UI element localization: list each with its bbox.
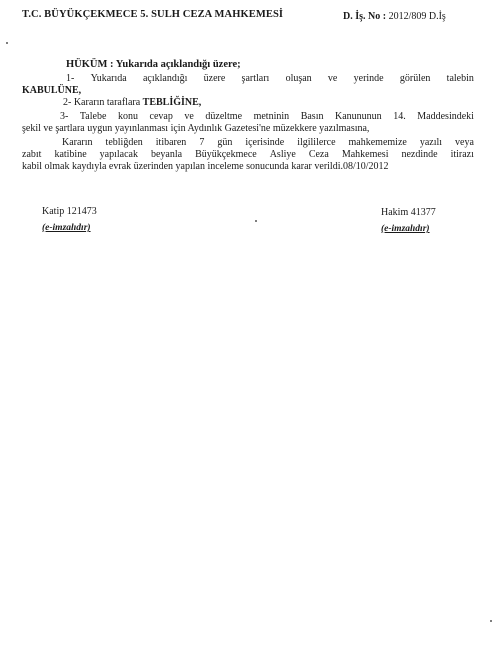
verdict-body	[22, 59, 474, 173]
scan-speck	[490, 620, 492, 622]
word: şartları	[241, 73, 270, 84]
word: yerinde	[353, 73, 384, 84]
verdict-item-1-line	[22, 73, 474, 85]
judge-e-signature: (e-imzalıdır)	[381, 224, 430, 234]
word: cevap	[149, 111, 173, 122]
scan-speck	[255, 220, 257, 222]
document-number-label: D. İş. No :	[343, 11, 387, 22]
appeal-line-3: kabil olmak kaydıyla evrak üzerinden yapılan inceleme sonucunda karar verildi.08/10/2012	[22, 161, 389, 172]
word: tebliğden	[105, 137, 143, 148]
word: Maddesindeki	[417, 111, 474, 122]
word: metninin	[253, 111, 290, 122]
word: beyanla	[150, 149, 183, 160]
word: Büyükçekmece	[195, 149, 257, 160]
scan-speck	[6, 42, 8, 44]
word: üzere	[203, 73, 226, 84]
word: Mahkemesi	[341, 149, 389, 160]
verdict-item-2-text: 2- Kararın taraflara	[63, 97, 141, 108]
word: düzeltme	[205, 111, 243, 122]
appeal-line-1	[22, 137, 474, 149]
word: yazılı	[419, 137, 443, 148]
word: veya	[455, 137, 474, 148]
word: yapılacak	[99, 149, 138, 160]
word: 1-	[66, 73, 75, 84]
word: itibaren	[155, 137, 187, 148]
word: Basın	[300, 111, 324, 122]
clerk-e-signature: (e-imzalıdır)	[42, 223, 91, 233]
word: 7	[199, 137, 205, 148]
judge-signature-block	[381, 207, 436, 235]
judge-label: Hakim 41377	[381, 207, 436, 218]
word: içerisinde	[245, 137, 285, 148]
appeal-line-2	[22, 149, 474, 161]
word: itirazı	[450, 149, 474, 160]
word: ve	[327, 73, 338, 84]
verdict-item-2-bold: TEBLİĞİNE,	[142, 97, 202, 108]
word: talebin	[446, 73, 474, 84]
word: ve	[184, 111, 194, 122]
word: ilgililerce	[297, 137, 336, 148]
word: Talebe	[79, 111, 107, 122]
verdict-item-1-end: KABULÜNE,	[22, 85, 82, 96]
word: görülen	[399, 73, 431, 84]
word: Ceza	[308, 149, 329, 160]
word: 3-	[60, 111, 69, 122]
verdict-item-3-line	[22, 111, 474, 123]
document-number	[343, 11, 446, 22]
court-name: T.C. BÜYÜKÇEKMECE 5. SULH CEZA MAHKEMESİ	[22, 9, 284, 20]
verdict-item-3-end: şekil ve şartlara uygun yayınlanması için Aydınlık Gazetesi'ne müzekkere yazılmasına,	[22, 123, 370, 134]
word: 14.	[393, 111, 406, 122]
word: nezdinde	[401, 149, 438, 160]
word: katibine	[54, 149, 87, 160]
word: konu	[117, 111, 138, 122]
document-number-value: 2012/809 D.İş	[388, 11, 446, 22]
clerk-signature-block	[42, 206, 97, 234]
word: zabıt	[22, 149, 42, 160]
verdict-heading: HÜKÜM : Yukarıda açıklandığı üzere;	[66, 59, 241, 70]
word: oluşan	[285, 73, 312, 84]
word: açıklandığı	[142, 73, 188, 84]
word: mahkememize	[348, 137, 407, 148]
word: Asliye	[269, 149, 296, 160]
clerk-label: Katip 121473	[42, 206, 97, 217]
word: gün	[217, 137, 233, 148]
word: Yukarıda	[90, 73, 127, 84]
word: Kanununun	[335, 111, 382, 122]
verdict-item-2	[22, 97, 474, 109]
word: Kararın	[62, 137, 93, 148]
